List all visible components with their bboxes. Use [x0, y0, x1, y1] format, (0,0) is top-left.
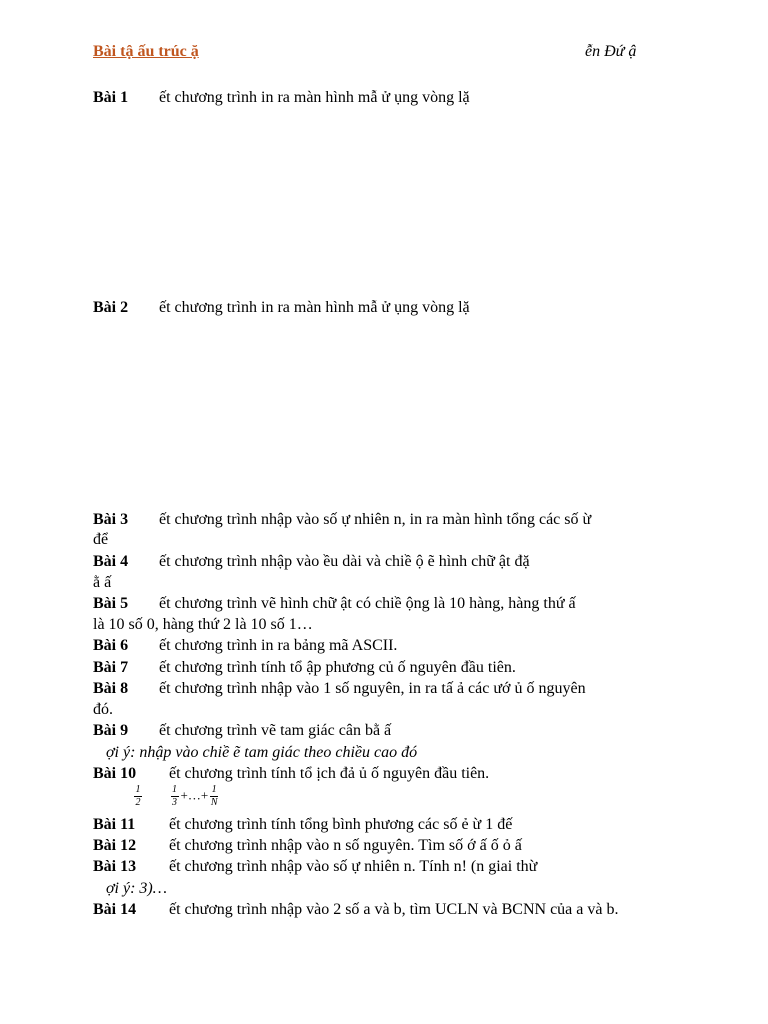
exercise-text: ết chương trình nhập vào n số nguyên. Tìm số ớ ấ ố ỏ ấ — [169, 837, 522, 854]
exercise-continuation: ằ ấ — [93, 574, 112, 591]
exercise-3 — [93, 510, 592, 530]
exercise-11 — [93, 815, 513, 835]
exercise-number: Bài 5 — [93, 595, 129, 612]
fraction — [134, 785, 142, 808]
exercise-number: Bài 2 — [93, 299, 129, 316]
fraction-numerator: 1 — [211, 784, 217, 795]
sum-formula — [132, 785, 220, 808]
exercise-2 — [93, 298, 470, 318]
exercise-text: ết chương trình nhập vào 2 số a và b, tìm UCLN và BCNN của a và b. — [169, 901, 619, 918]
exercise-text: ết chương trình nhập vào ều dài và chiề ộ ẽ hình chữ ật đặ — [159, 553, 530, 570]
exercise-text: ết chương trình tính tổ ịch đả ủ ố nguyên đầu tiên. — [169, 765, 490, 782]
exercise-number: Bài 1 — [93, 89, 129, 106]
exercise-7 — [93, 658, 516, 678]
exercise-number: Bài 7 — [93, 659, 129, 676]
exercise-text: ết chương trình tính tổ ập phương củ ố nguyên đầu tiên. — [159, 659, 516, 676]
fraction-numerator: 1 — [135, 784, 141, 795]
hint-text: ợi ý: 3)… — [106, 880, 167, 897]
fraction — [210, 785, 218, 808]
exercise-text: ết chương trình in ra bảng mã ASCII. — [159, 637, 398, 654]
exercise-number: Bài 9 — [93, 722, 129, 739]
exercise-continuation: đó. — [93, 701, 113, 718]
fraction — [171, 785, 179, 808]
exercise-number: Bài 13 — [93, 858, 137, 875]
exercise-4 — [93, 552, 530, 572]
exercise-continuation: để — [93, 531, 109, 548]
hint-text: ợi ý: nhập vào chiề ẽ tam giác theo chiều cao đó — [106, 744, 418, 761]
exercise-text: ết chương trình in ra màn hình mẫ ử ụng vòng lặ — [159, 299, 470, 316]
exercise-number: Bài 4 — [93, 553, 129, 570]
exercise-5 — [93, 594, 576, 614]
exercise-13 — [93, 857, 538, 877]
exercise-12 — [93, 836, 522, 856]
fraction-denominator: 2 — [135, 797, 141, 808]
exercise-text: ết chương trình nhập vào số ự nhiên n. Tính n! (n giai thừ — [169, 858, 538, 875]
exercise-text: ết chương trình in ra màn hình mẫ ử ụng vòng lặ — [159, 89, 470, 106]
exercise-continuation: là 10 số 0, hàng thứ 2 là 10 số 1… — [93, 616, 313, 633]
exercise-number: Bài 10 — [93, 765, 137, 782]
fraction-denominator: 3 — [172, 797, 177, 808]
exercise-text: ết chương trình tính tổng bình phương các số ẻ ừ 1 đế — [169, 816, 513, 833]
author-name: ễn Đứ ậ — [585, 43, 637, 60]
exercise-6 — [93, 636, 398, 656]
exercise-text: ết chương trình vẽ tam giác cân bằ ấ — [159, 722, 392, 739]
exercise-number: Bài 3 — [93, 511, 129, 528]
exercise-14 — [93, 900, 619, 920]
exercise-number: Bài 8 — [93, 680, 129, 697]
fraction-numerator: 1 — [172, 784, 177, 795]
exercise-text: ết chương trình vẽ hình chữ ật có chiề ộng là 10 hàng, hàng thứ ấ — [159, 595, 576, 612]
exercise-text: ết chương trình nhập vào số ự nhiên n, in ra màn hình tổng các số ừ — [159, 511, 592, 528]
formula-middle: +…+ — [180, 787, 209, 803]
exercise-number: Bài 11 — [93, 816, 136, 833]
document-title: Bài tậ ấu trúc ặ — [93, 43, 199, 60]
exercise-text: ết chương trình nhập vào 1 số nguyên, in ra tấ ả các ướ ủ ố nguyên — [159, 680, 586, 697]
exercise-number: Bài 6 — [93, 637, 129, 654]
exercise-1 — [93, 88, 470, 108]
exercise-number: Bài 14 — [93, 901, 137, 918]
exercise-8 — [93, 679, 586, 699]
exercise-10 — [93, 764, 490, 784]
exercise-9 — [93, 721, 392, 741]
exercise-number: Bài 12 — [93, 837, 137, 854]
fraction-denominator: N — [210, 797, 218, 808]
